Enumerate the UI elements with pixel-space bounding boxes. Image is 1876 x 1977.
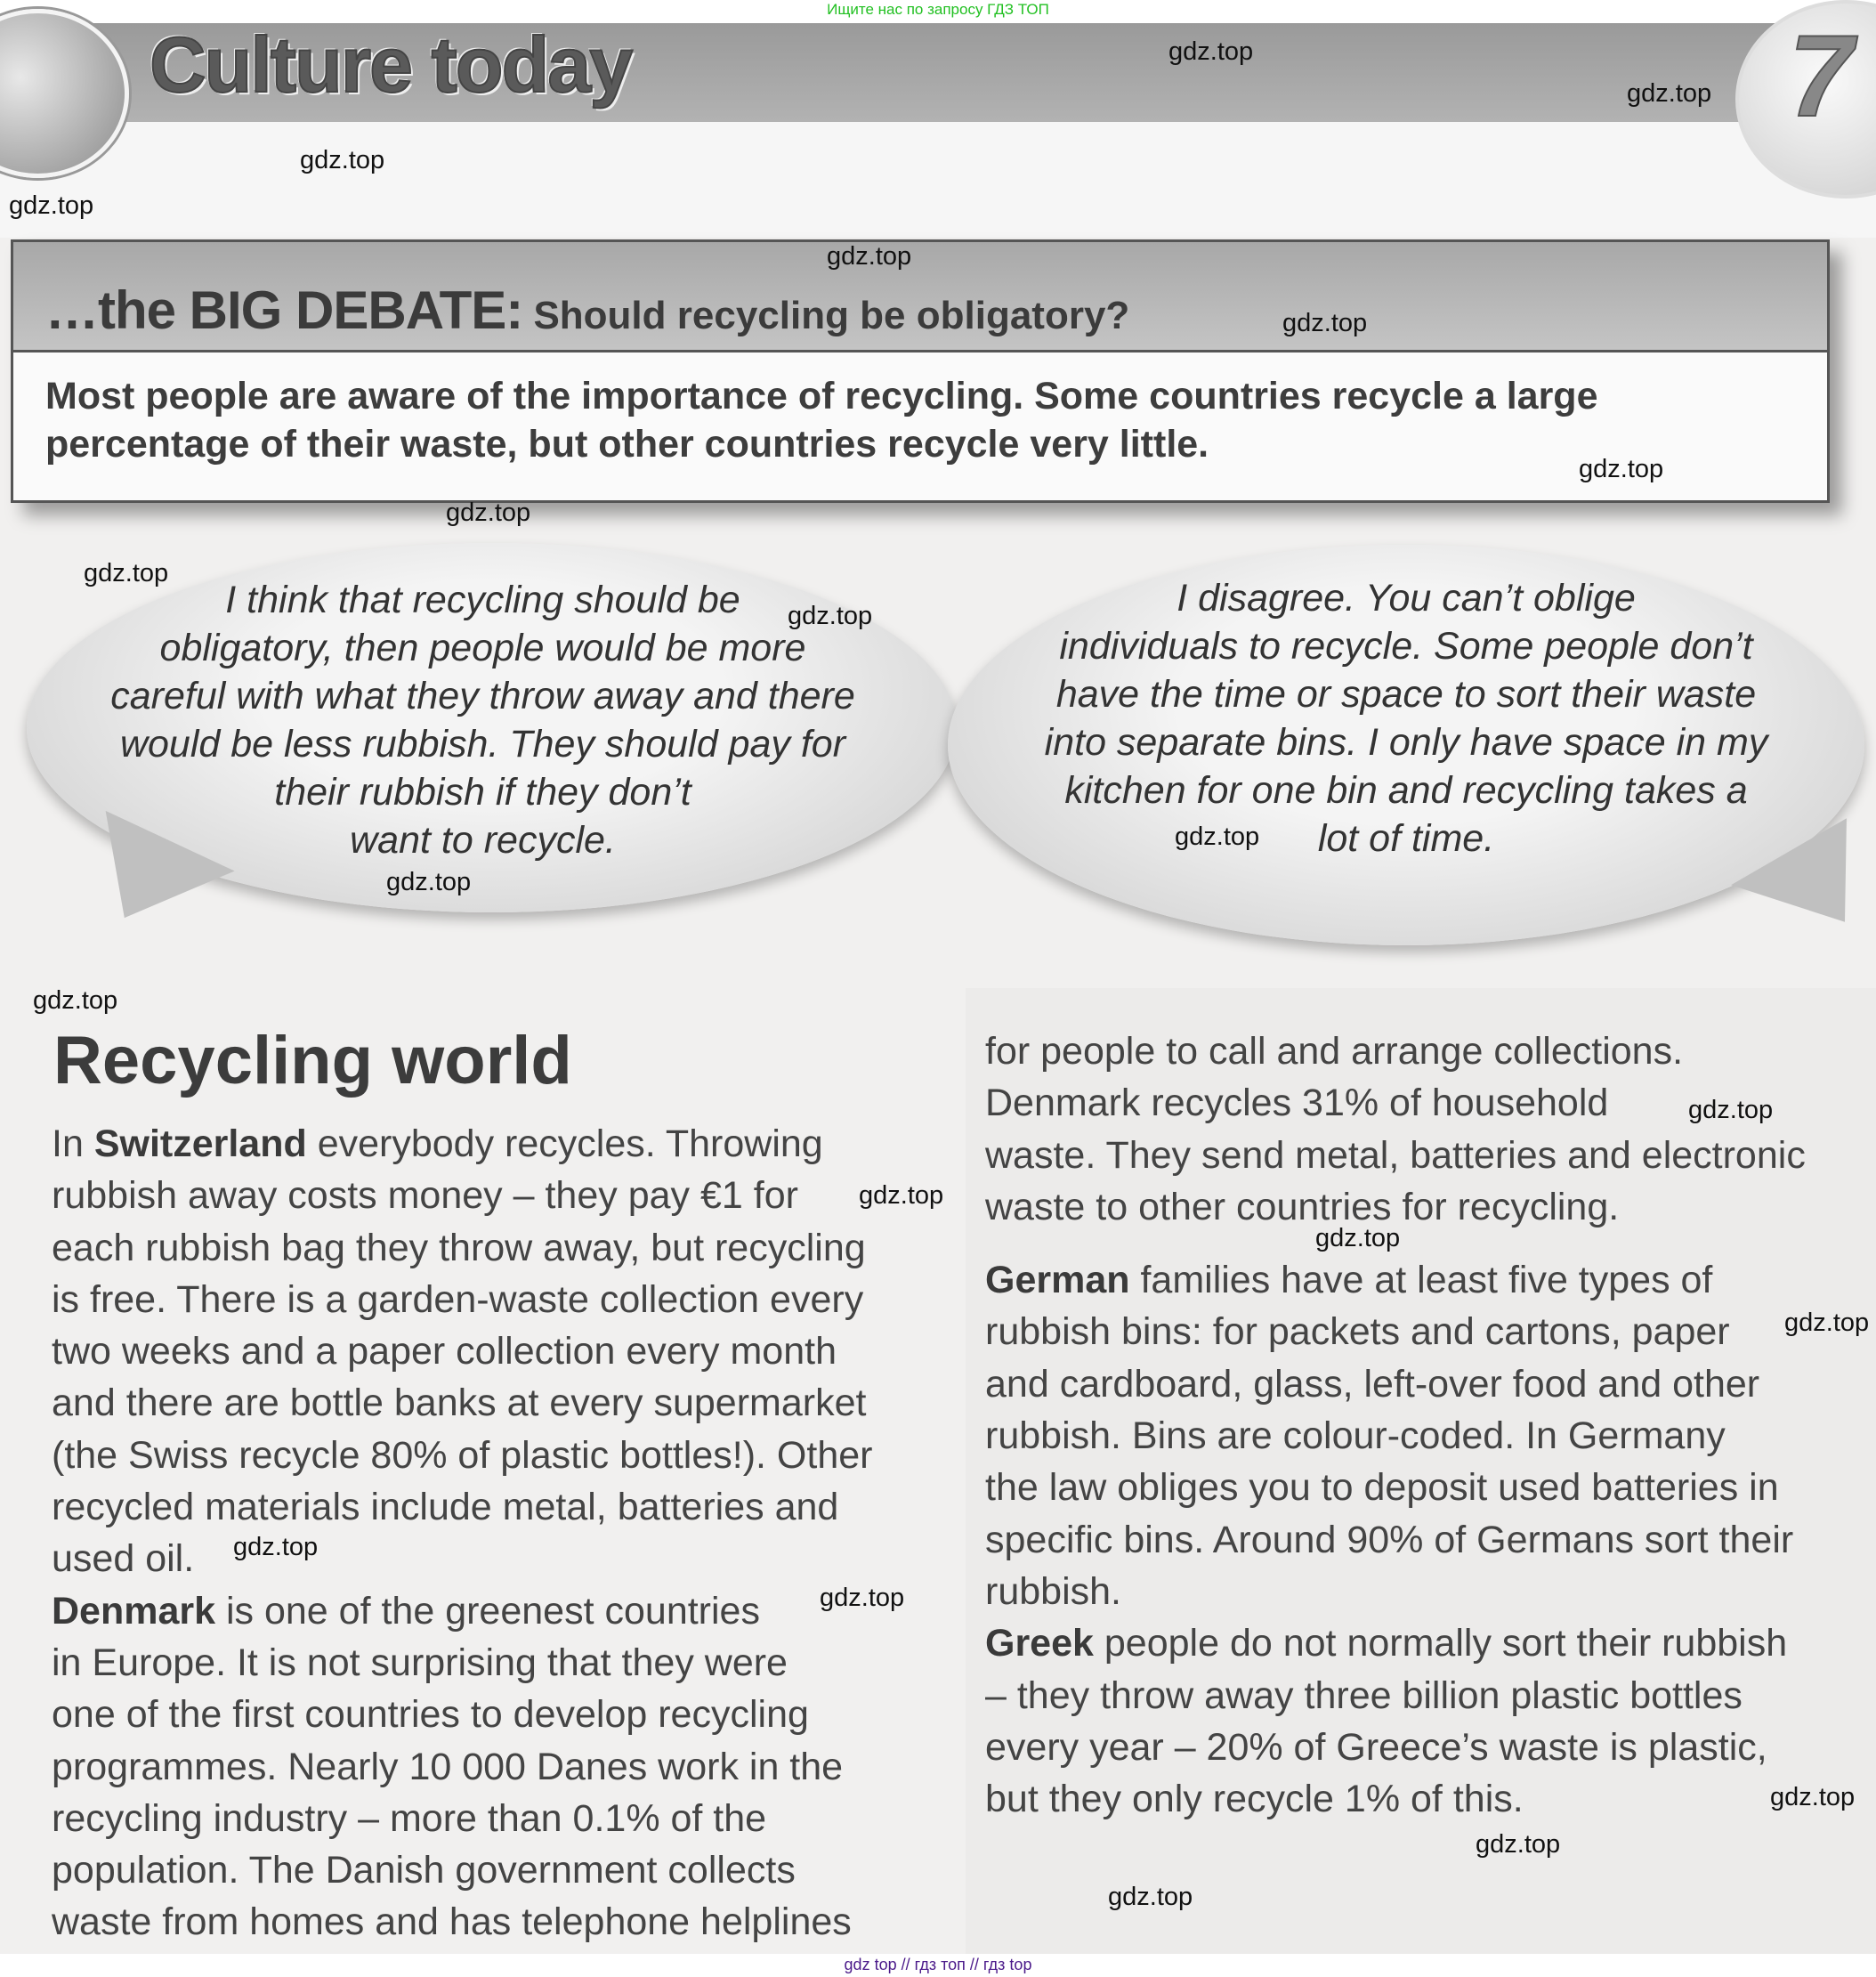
article-line [985,1722,1806,1773]
line-text: rubbish. [985,1569,1121,1613]
line-text: and cardboard, glass, left-over food and other [985,1362,1760,1406]
watermark: gdz.top [1627,79,1712,108]
bubble-line: careful with what they throw away and there [110,675,855,717]
watermark: gdz.top [788,602,873,630]
unit-number: 7 [1789,11,1854,141]
watermark: gdz.top [233,1533,319,1561]
article-line [985,1025,1806,1077]
line-text: specific bins. Around 90% of Germans sort their [985,1518,1794,1561]
article-line [985,1410,1806,1462]
line-text: families have at least five types of [1129,1259,1713,1302]
article-line [985,1358,1806,1410]
line-text: is free. There is a garden-waste collection every [52,1277,864,1321]
line-text: (the Swiss recycle 80% of plastic bottles!). Other [52,1433,873,1477]
watermark: gdz.top [386,868,472,896]
line-text: used oil. [52,1537,195,1581]
article-line [52,1118,872,1170]
bubble-line: lot of time. [1317,817,1495,860]
bubble-text-left [53,576,912,864]
line-text: and there are bottle banks at every supermarket [52,1381,867,1425]
article-right-column [985,1025,1806,1825]
article-left-column [52,1118,872,1949]
bubble-line: have the time or space to sort their waste [1055,673,1757,716]
article-line [985,1566,1806,1617]
line-text: each rubbish bag they throw away, but recycling [52,1226,866,1269]
article-line [985,1670,1806,1722]
line-text: in Europe. It is not surprising that they were [52,1641,788,1684]
article-line [52,1481,872,1533]
watermark: gdz.top [33,986,118,1015]
watermark: gdz.top [1315,1224,1401,1252]
bubble-line: I think that recycling should be [225,579,740,621]
article-line [985,1462,1806,1513]
watermark: gdz.top [1784,1309,1870,1337]
line-text: every year – 20% of Greece’s waste is plastic, [985,1725,1767,1769]
line-text: – they throw away three billion plastic bottles [985,1673,1743,1717]
watermark: gdz.top [1579,455,1664,483]
bubble-line: into separate bins. I only have space in my [1044,721,1768,764]
header-background [0,122,1876,238]
footer-note: gdz top // гдз топ // гдз top [0,1954,1876,1977]
line-text: waste from homes and has telephone helplines [52,1900,852,1944]
line-text: recycling industry – more than 0.1% of the [52,1796,767,1840]
top-search-note: Ищите нас по запросу ГДЗ ТОП [0,0,1876,23]
bubble-line: would be less rubbish. They should pay for [119,723,846,766]
line-text: two weeks and a paper collection every month [52,1330,837,1373]
article-line [52,1430,872,1481]
line-text: is one of the greenest countries [215,1589,760,1633]
line-text: waste to other countries for recycling. [985,1185,1620,1228]
line-text: recycled materials include metal, batteries and [52,1486,839,1529]
article-line [52,1844,872,1896]
watermark: gdz.top [1282,309,1368,337]
article-line [985,1254,1806,1306]
country-name: Denmark [52,1589,216,1633]
article-title: Recycling world [53,1023,572,1098]
article-line [52,1689,872,1740]
article-line [985,1773,1806,1825]
watermark: gdz.top [820,1584,905,1612]
debate-header [13,242,1827,352]
article-line [52,1274,872,1325]
article-line [52,1793,872,1844]
line-text: Denmark recycles 31% of household [985,1082,1609,1125]
article-line [52,1377,872,1429]
bubble-line: individuals to recycle. Some people don’t [1059,625,1753,668]
watermark: gdz.top [1476,1830,1561,1859]
debate-intro [13,352,1827,468]
bubble-line: obligatory, then people would be more [159,627,806,669]
line-text: waste. They send metal, batteries and electronic [985,1133,1806,1177]
country-name: Greek [985,1622,1094,1665]
watermark: gdz.top [827,242,912,271]
line-text: the law obliges you to deposit used batteries in [985,1466,1779,1510]
watermark: gdz.top [1770,1783,1856,1811]
article-line [52,1637,872,1689]
intro-line: percentage of their waste, but other countries recycle very little. [45,423,1209,466]
line-text: people do not normally sort their rubbish [1093,1622,1788,1665]
debate-box [11,239,1830,503]
article-line [985,1306,1806,1357]
line-text: population. The Danish government collects [52,1849,796,1892]
article-line [52,1896,872,1948]
bubble-text-right [988,574,1824,863]
debate-lead: …the BIG DEBATE: [45,280,523,340]
line-text: one of the first countries to develop recycling [52,1693,809,1737]
watermark: gdz.top [1168,37,1254,66]
article-line [985,1077,1806,1129]
article-line [52,1533,872,1584]
line-text: rubbish. Bins are colour-coded. In Germany [985,1414,1726,1458]
line-text: rubbish bins: for packets and cartons, paper [985,1310,1730,1354]
article-line [52,1325,872,1377]
line-text: In [52,1122,94,1165]
country-name: German [985,1259,1130,1302]
line-text: everybody recycles. Throwing [306,1122,823,1165]
intro-line: Most people are aware of the importance of recycling. Some countries recycle a large [45,375,1598,417]
line-text: but they only recycle 1% of this. [985,1778,1524,1821]
article-line [52,1741,872,1793]
article-line [52,1585,872,1637]
bubble-line: their rubbish if they don’t [274,771,691,814]
watermark: gdz.top [84,559,169,587]
country-name: Switzerland [93,1122,307,1165]
bubble-line: want to recycle. [350,819,616,862]
watermark: gdz.top [300,146,385,174]
article-line [52,1170,872,1221]
watermark: gdz.top [1688,1096,1774,1124]
watermark: gdz.top [446,498,531,527]
watermark: gdz.top [9,191,94,220]
watermark: gdz.top [1175,822,1260,851]
debate-question: Should recycling be obligatory? [522,294,1130,337]
line-text: programmes. Nearly 10 000 Danes work in the [52,1745,844,1788]
line-text: rubbish away costs money – they pay €1 for [52,1174,798,1218]
section-title: Culture today [150,20,632,109]
article-line [985,1617,1806,1669]
bubble-line: kitchen for one bin and recycling takes a [1064,769,1748,812]
bubble-line: I disagree. You can’t oblige [1177,577,1636,620]
watermark: gdz.top [1108,1883,1193,1911]
watermark: gdz.top [859,1181,944,1210]
article-line [52,1222,872,1274]
article-line [985,1130,1806,1181]
line-text: for people to call and arrange collections. [985,1030,1684,1073]
article-line [985,1514,1806,1566]
